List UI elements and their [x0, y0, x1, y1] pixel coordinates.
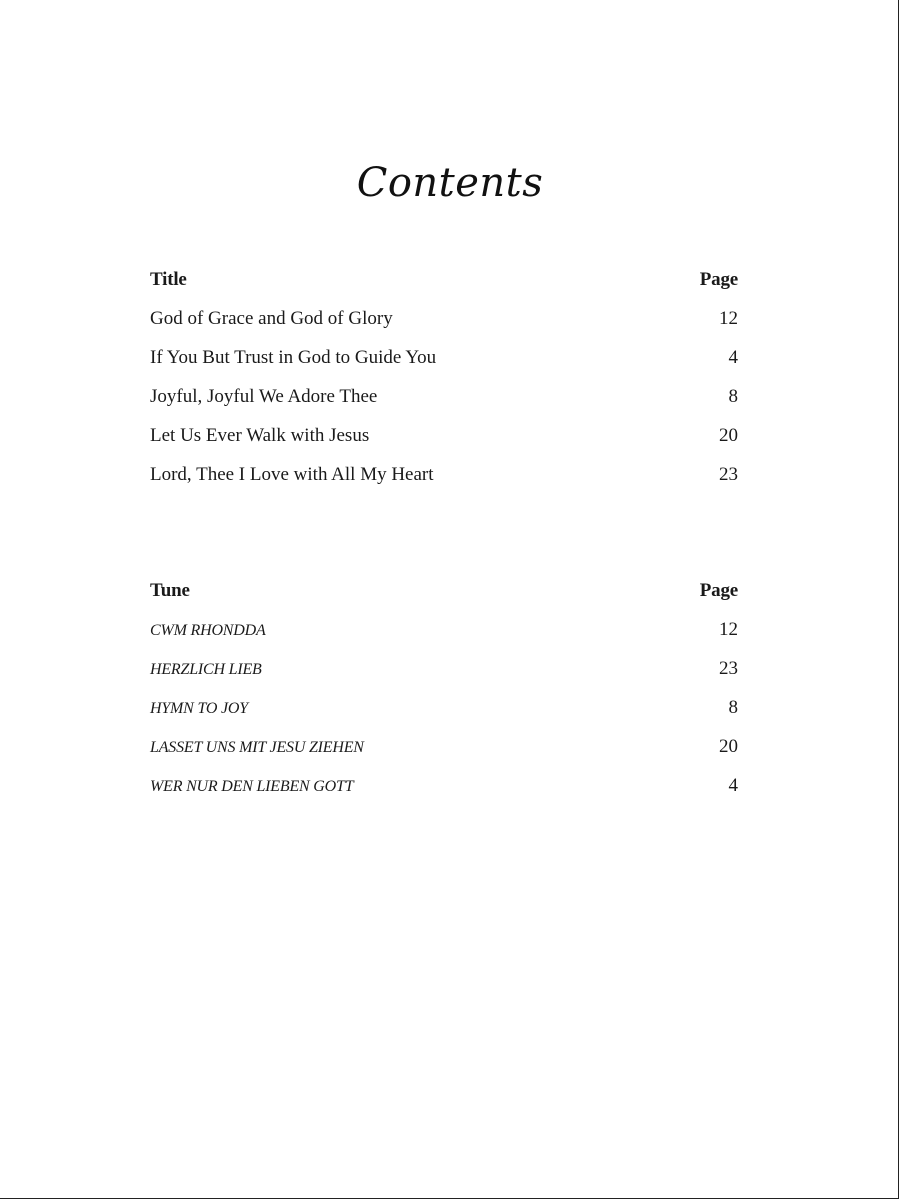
- tune-row: [150, 733, 738, 772]
- titles-section: [150, 266, 738, 500]
- page-title: Contents: [356, 160, 544, 206]
- tune-row: [150, 616, 738, 655]
- tune-page-number: 12: [719, 619, 738, 640]
- tune-page-number: 8: [728, 697, 738, 718]
- title-label: God of Grace and God of Glory: [150, 308, 393, 329]
- tunes-section: [150, 577, 738, 811]
- title-label: Joyful, Joyful We Adore Thee: [150, 386, 378, 407]
- title-row: [150, 383, 738, 422]
- tune-label: HERZLICH LIEB: [150, 661, 262, 678]
- title-label: If You But Trust in God to Guide You: [150, 347, 437, 368]
- tune-row: [150, 772, 738, 811]
- titles-page-column-header: Page: [699, 269, 738, 290]
- title-row: [150, 422, 738, 461]
- tune-page-number: 20: [719, 736, 738, 757]
- tune-row: [150, 655, 738, 694]
- titles-column-header: Title: [150, 269, 187, 290]
- title-page-number: 8: [728, 386, 738, 407]
- title-page-number: 23: [719, 464, 738, 485]
- tune-page-number: 4: [728, 775, 738, 796]
- tune-label: LASSET UNS MIT JESU ZIEHEN: [150, 739, 364, 756]
- title-row: [150, 344, 738, 383]
- title-page-number: 12: [719, 308, 738, 329]
- tune-row: [150, 694, 738, 733]
- tunes-page-column-header: Page: [699, 580, 738, 601]
- tune-label: CWM RHONDDA: [150, 622, 266, 639]
- tune-label: WER NUR DEN LIEBEN GOTT: [150, 778, 354, 795]
- tunes-header-row: [150, 577, 738, 616]
- title-page-number: 20: [719, 425, 738, 446]
- titles-header-row: [150, 266, 738, 305]
- title-label: Lord, Thee I Love with All My Heart: [150, 464, 434, 485]
- tune-label: HYMN TO JOY: [150, 700, 248, 717]
- title-page-number: 4: [728, 347, 738, 368]
- title-label: Let Us Ever Walk with Jesus: [150, 425, 370, 446]
- title-row: [150, 461, 738, 500]
- title-row: [150, 305, 738, 344]
- tune-page-number: 23: [719, 658, 738, 679]
- tunes-column-header: Tune: [150, 580, 190, 601]
